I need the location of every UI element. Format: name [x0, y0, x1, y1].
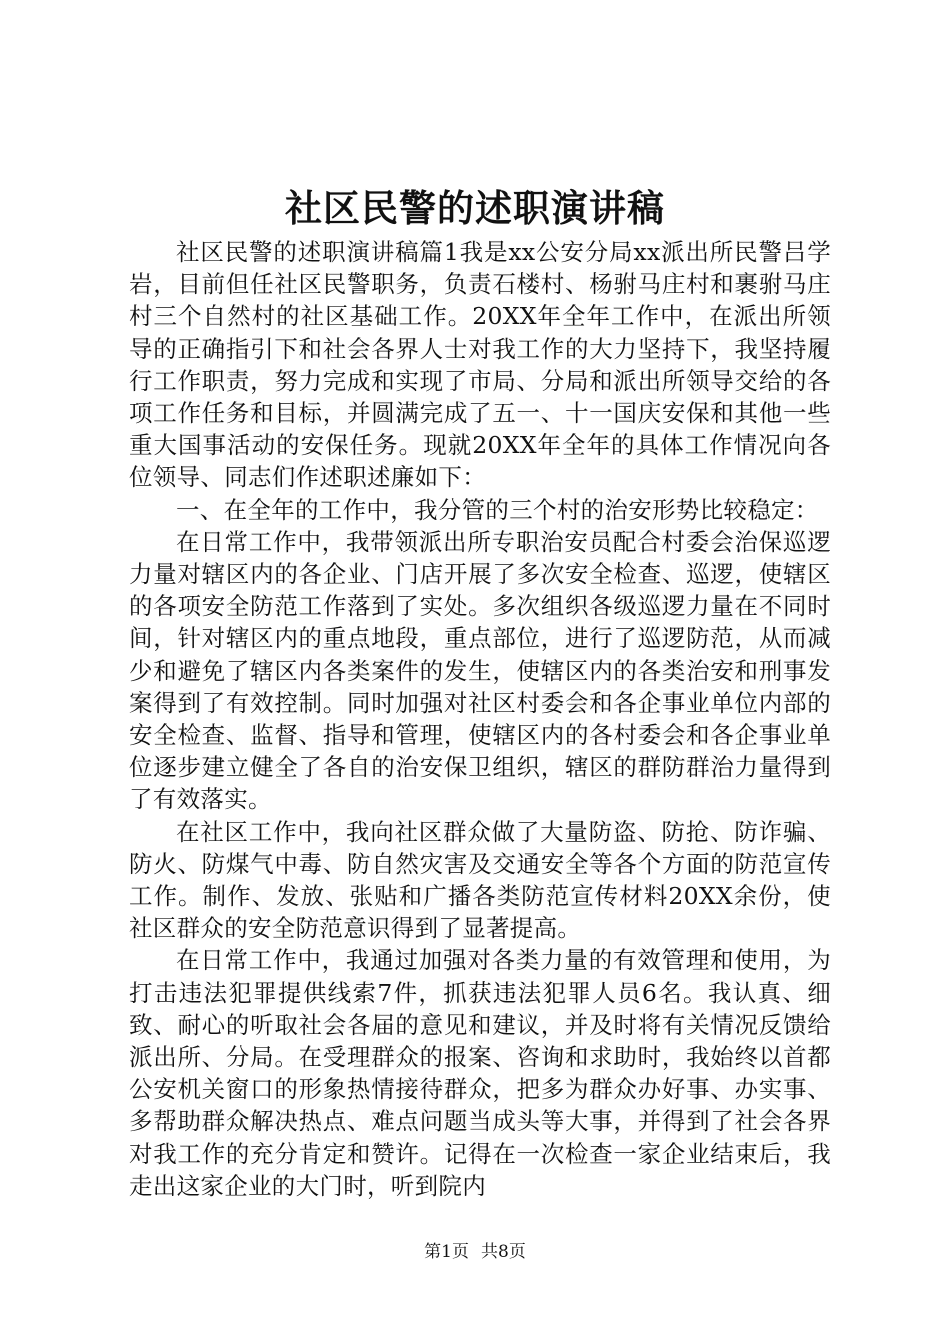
paragraph-community-publicity: 在社区工作中，我向社区群众做了大量防盗、防抢、防诈骗、防火、防煤气中毒、防自然灾害及交通安全等各个方面的防范宣传工作。制作、发放、张贴和广播各类防范宣传材料20XX余份，使社区群众的安全防范意识得到了显著提高。 [129, 817, 831, 943]
page-number-current: 第1页 [424, 1242, 469, 1262]
page-number-total: 共8页 [481, 1242, 526, 1262]
paragraph-section-one-heading: 一、在全年的工作中，我分管的三个村的治安形势比较稳定： [176, 495, 819, 524]
document-body [129, 236, 831, 1202]
paragraph-intro: 社区民警的述职演讲稿篇1我是xx公安分局xx派出所民警吕学岩，目前但任社区民警职务，负责石楼村、杨驸马庄村和裹驸马庄村三个自然村的社区基础工作。20XX年全年工作中，在派出所领导的正确指引下和社会各界人士对我工作的大力坚持下，我坚持履行工作职责，努力完成和实现了市局、分局和派出所领导交给的各项工作任务和目标，并圆满完成了五一、十一国庆安保和其他一些重大国事活动的安保任务。现就20XX年全年的具体工作情况向各位领导、同志们作述职述廉如下： [129, 238, 831, 492]
document-title: 社区民警的述职演讲稿 [285, 186, 665, 230]
paragraph-patrol-work: 在日常工作中，我带领派出所专职治安员配合村委会治保巡逻力量对辖区内的各企业、门店开展了多次安全检查、巡逻，使辖区的各项安全防范工作落到了实处。多次组织各级巡逻力量在不同时间，针对辖区内的重点地段，重点部位，进行了巡逻防范，从而减少和避免了辖区内各类案件的发生，使辖区内的各类治安和刑事发案得到了有效控制。同时加强对社区村委会和各企事业单位内部的安全检查、监督、指导和管理，使辖区内的各村委会和各企事业单位逐步建立健全了各自的治安保卫组织，辖区的群防群治力量得到了有效落实。 [129, 527, 831, 814]
page-footer [0, 1240, 950, 1264]
paragraph-daily-work: 在日常工作中，我通过加强对各类力量的有效管理和使用，为打击违法犯罪提供线索7件，抓获违法犯罪人员6名。我认真、细致、耐心的听取社会各届的意见和建议，并及时将有关情况反馈给派出所、分局。在受理群众的报案、咨询和求助时，我始终以首都公安机关窗口的形象热情接待群众，把多为群众办好事、办实事、多帮助群众解决热点、难点问题当成头等大事，并得到了社会各界对我工作的充分肯定和赞许。记得在一次检查一家企业结束后，我走出这家企业的大门时，听到院内 [129, 946, 831, 1200]
